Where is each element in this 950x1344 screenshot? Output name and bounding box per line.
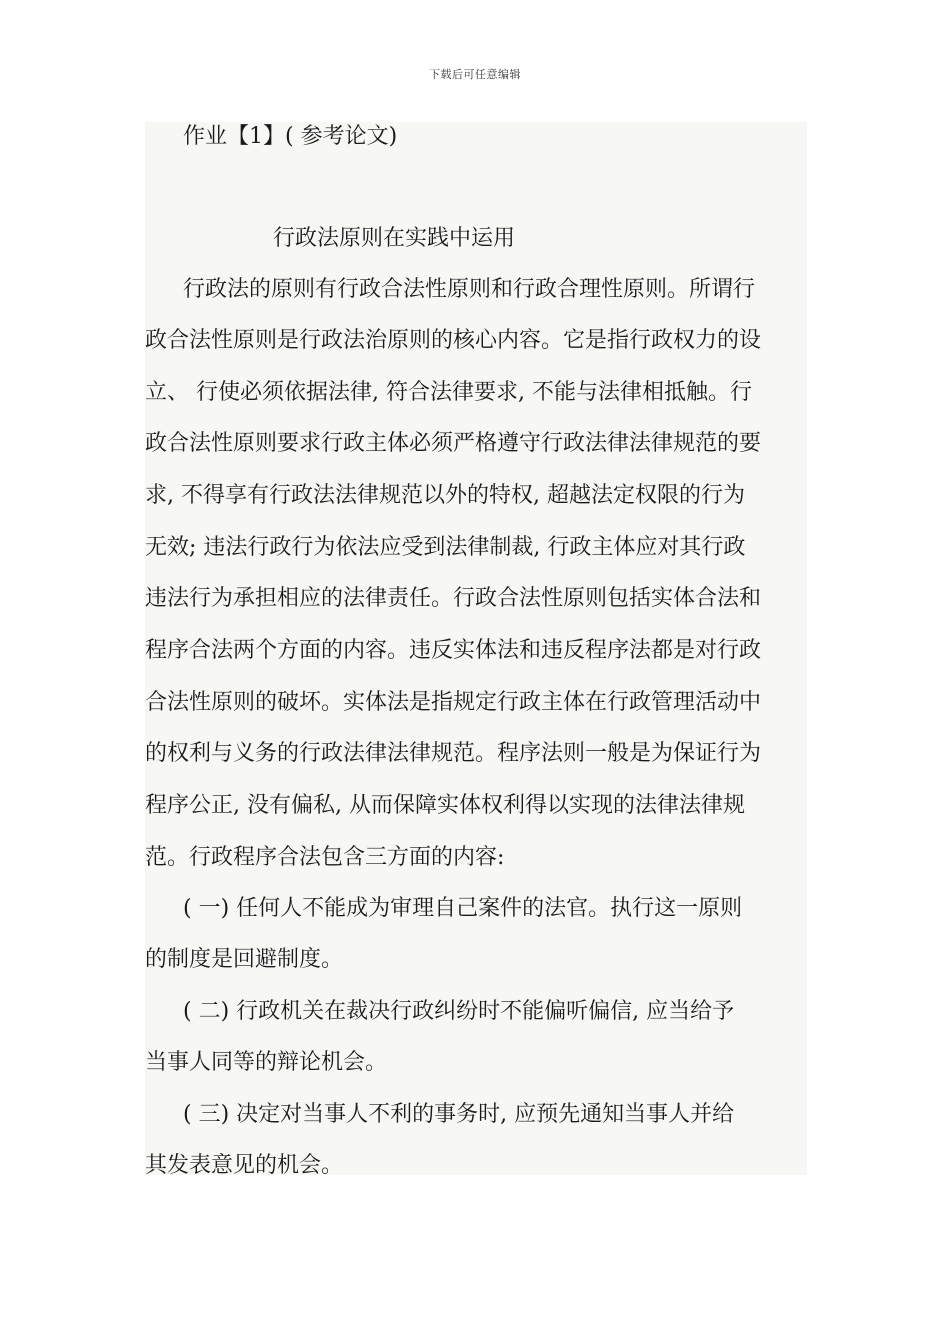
paragraph-line: 行政法的原则有行政合法性原则和行政合理性原则。所谓行 [183,277,756,302]
header-note: 下载后可任意编辑 [429,68,521,81]
paragraph-line: 程序合法两个方面的内容。违反实体法和违反程序法都是对行政 [145,638,762,663]
paragraph-line: 合法性原则的破坏。实体法是指规定行政主体在行政管理活动中 [145,690,762,715]
list-item-line: ( 一) 任何人不能成为审理自己案件的法官。执行这一原则 [183,896,743,921]
paragraph-line: 范。行政程序合法包含三方面的内容: [145,845,505,870]
assignment-heading: 作业【1】( 参考论文) [183,124,398,149]
list-item-line: 其发表意见的机会。 [145,1153,344,1178]
paragraph-line: 政合法性原则是行政法治原则的核心内容。它是指行政权力的设 [145,328,762,353]
list-item-line: 的制度是回避制度。 [145,947,344,972]
list-item-line: ( 二) 行政机关在裁决行政纠纷时不能偏听偏信, 应当给予 [183,999,735,1024]
document-title: 行政法原则在实践中运用 [273,226,516,251]
list-item-line: 当事人同等的辩论机会。 [145,1050,388,1075]
paragraph-line: 立、 行使必须依据法律, 符合法律要求, 不能与法律相抵触。行 [145,380,752,405]
paragraph-line: 的权利与义务的行政法律法律规范。程序法则一般是为保证行为 [145,741,762,766]
list-item-line: ( 三) 决定对当事人不利的事务时, 应预先通知当事人并给 [183,1102,735,1127]
paragraph-line: 违法行为承担相应的法律责任。行政合法性原则包括实体合法和 [145,586,762,611]
paragraph-line: 求, 不得享有行政法法律规范以外的特权, 超越法定权限的行为 [145,483,745,508]
document-body [145,122,807,1178]
paragraph-line: 无效; 违法行政行为依法应受到法律制裁, 行政主体应对其行政 [145,535,746,560]
paragraph-line: 政合法性原则要求行政主体必须严格遵守行政法律法律规范的要 [145,431,762,456]
paragraph-line: 程序公正, 没有偏私, 从而保障实体权利得以实现的法律法律规 [145,793,745,818]
